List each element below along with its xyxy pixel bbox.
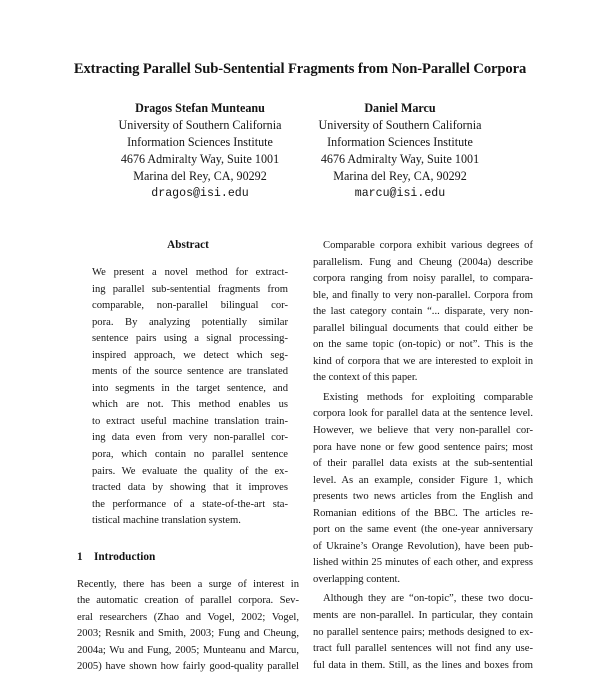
right-column (313, 238, 533, 674)
body-line: parallel bilingual documents that could either be (313, 322, 533, 334)
body-line: the last category contain “... disparate, very non- (313, 306, 533, 318)
author-address: 4676 Admiralty Way, Suite 1001 (320, 152, 480, 166)
author-name: Dragos Stefan Munteanu (135, 101, 265, 115)
body-line: no parallel sentence pairs; methods designed to ex- (313, 626, 533, 638)
abstract-line: ing data even from very non-parallel cor- (92, 432, 288, 444)
abstract-line: ing parallel sub-sentential fragments from (92, 283, 288, 295)
body-line: ble, and finally to very non-parallel. Corpora from (313, 289, 533, 301)
body-line: overlapping content. (313, 573, 401, 585)
author-city: Marina del Rey, CA, 90292 (333, 169, 467, 183)
abstract-line: pairs. We evaluate the quality of the ex- (92, 465, 288, 477)
abstract-line: comparable, non-parallel bilingual cor- (92, 300, 288, 312)
author-email: dragos@isi.edu (151, 187, 249, 200)
abstract-heading: Abstract (167, 239, 209, 251)
body-line: port on the same event (the one-year anniversary (313, 524, 533, 536)
section-heading-introduction (77, 549, 299, 565)
body-line: parallelism. Fung and Cheung (2004a) describe (313, 256, 533, 268)
intro-line: eral researchers (Zhao and Vogel, 2002; Vogel, (77, 611, 299, 623)
introduction-body (77, 577, 299, 676)
body-line: level. As an example, consider Figure 1, which (313, 474, 533, 486)
body-line: of Ukraine’s Orange Revolution), have been pub- (313, 540, 533, 552)
body-line: pora have none or few good sentence pairs; most (313, 441, 533, 453)
body-line: the context of this paper. (313, 372, 418, 384)
abstract-line: into segments in the target sentence, and (92, 382, 288, 394)
paper-title: Extracting Parallel Sub-Sentential Fragments from Non-Parallel Corpora (73, 61, 527, 77)
author-city: Marina del Rey, CA, 90292 (133, 169, 267, 183)
left-column (77, 237, 299, 676)
abstract-line: tistical machine translation system. (92, 515, 241, 527)
abstract-line: ments of the source sentence are translated (92, 366, 288, 378)
author-address: 4676 Admiralty Way, Suite 1001 (120, 152, 280, 166)
abstract-line: sentence pairs using a signal processing- (92, 333, 288, 345)
author-institute: Information Sciences Institute (127, 135, 273, 149)
intro-line: 2004a; Wu and Fung, 2005; Munteanu and Marcu, (77, 644, 299, 656)
body-line: kind of corpora that we are interested to exploit in (313, 355, 533, 367)
body-line: lished within 25 minutes of each other, and express (313, 557, 533, 569)
author-email: marcu@isi.edu (354, 187, 446, 200)
section-number: 1 (77, 550, 83, 563)
abstract-line: inspired approach, we detect which seg- (92, 349, 288, 361)
body-line: tract full parallel sentences will not find any use- (313, 643, 533, 655)
author-affiliation: University of Southern California (318, 118, 482, 132)
intro-line: Recently, there has been a surge of interest in (77, 578, 299, 590)
abstract-line: which are not. This method enables us (92, 399, 288, 411)
abstract-line: tracted data by showing that it improves (92, 482, 288, 494)
author-block-2 (285, 100, 515, 202)
body-line: However, we believe that very non-parallel cor- (313, 425, 533, 437)
intro-line: the automatic creation of parallel corpora. Sev- (77, 595, 299, 607)
intro-line: 2003; Resnik and Smith, 2003; Fung and Cheung, (77, 628, 299, 640)
author-name: Daniel Marcu (364, 101, 436, 115)
body-line: Romanian editions of the BBC. The articles re- (313, 507, 533, 519)
body-line: presents two news articles from the English and (313, 491, 533, 503)
abstract-line: to extract useful machine translation train- (92, 415, 288, 427)
body-line: corpora ranging from noisy parallel, to compara- (313, 273, 533, 285)
abstract-line: pora, which contain no parallel sentence (92, 449, 288, 461)
abstract-line: the performance of a state-of-the-art sta- (92, 498, 288, 510)
body-line: Comparable corpora exhibit various degrees of (323, 240, 533, 251)
abstract-line: We present a novel method for extract- (92, 267, 288, 278)
intro-line: 2005) have shown how fairly good-quality parallel (77, 661, 299, 673)
body-line: on the same topic (on-topic) or not”. This is the (313, 339, 533, 351)
body-line: corpora look for parallel data at the sentence level. (313, 408, 533, 420)
abstract-body (77, 265, 299, 530)
author-affiliation: University of Southern California (118, 118, 282, 132)
abstract-line: pora. By analyzing potentially similar (92, 316, 288, 328)
body-line: of their parallel data exists at the sub-sentential (313, 458, 533, 470)
body-line: Existing methods for exploiting comparable (323, 391, 533, 403)
author-block-1 (85, 100, 315, 202)
body-line: ful data in them. Still, as the lines and boxes from (313, 659, 533, 671)
body-line: Although they are “on-topic”, these two docu- (323, 593, 533, 605)
body-line: ments are non-parallel. In particular, they contain (313, 610, 533, 622)
section-title: Introduction (94, 550, 156, 563)
author-institute: Information Sciences Institute (327, 135, 473, 149)
